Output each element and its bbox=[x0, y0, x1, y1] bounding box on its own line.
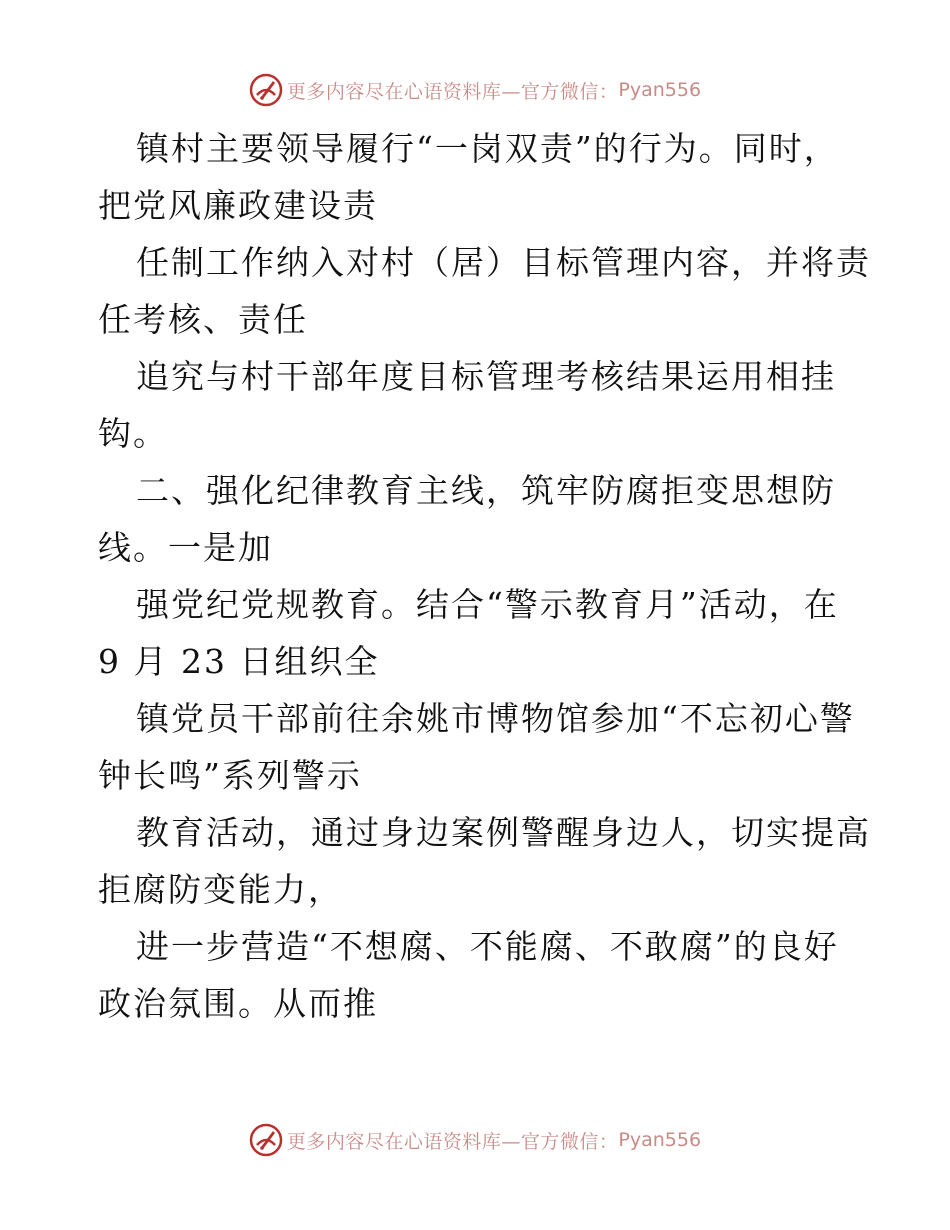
footer-banner-text: 更多内容尽在心语资料库—官方微信： bbox=[286, 1130, 619, 1153]
paragraph-line: 把党风廉政建设责 bbox=[98, 186, 378, 225]
paragraph-line: 钟长鸣”系列警示 bbox=[98, 756, 362, 795]
paragraph-line: 教育活动，通过身边案例警醒身边人，切实提高 bbox=[136, 813, 871, 852]
header-banner-text: 更多内容尽在心语资料库—官方微信： bbox=[286, 80, 619, 103]
paragraph-line: 追究与村干部年度目标管理考核结果运用相挂 bbox=[136, 357, 836, 396]
footer-wechat-id: Pyan556 bbox=[618, 1129, 702, 1151]
header-wechat-id: Pyan556 bbox=[618, 79, 702, 101]
paragraph-line: 9 月 23 日组织全 bbox=[98, 642, 380, 681]
paragraph-line: 线。一是加 bbox=[98, 528, 273, 567]
paragraph-line: 任考核、责任 bbox=[98, 300, 308, 339]
paragraph-line: 任制工作纳入对村（居）目标管理内容，并将责 bbox=[136, 243, 871, 282]
paragraph-line: 政治氛围。从而推 bbox=[98, 984, 378, 1023]
pen-on-book-logo-icon bbox=[249, 1123, 283, 1157]
paragraph-line: 钩。 bbox=[98, 414, 168, 453]
pen-on-book-logo-icon bbox=[249, 73, 283, 107]
paragraph-line: 强党纪党规教育。结合“警示教育月”活动，在 bbox=[136, 585, 839, 624]
paragraph-line: 镇村主要领导履行“一岗双责”的行为。同时， bbox=[136, 129, 839, 168]
paragraph-line: 拒腐防变能力， bbox=[98, 870, 343, 909]
document-body bbox=[98, 120, 878, 1032]
paragraph-line: 镇党员干部前往余姚市博物馆参加“不忘初心警 bbox=[136, 699, 855, 738]
footer-banner bbox=[0, 1120, 950, 1160]
header-banner bbox=[0, 70, 950, 110]
paragraph-line: 进一步营造“不想腐、不能腐、不敢腐”的良好 bbox=[136, 927, 839, 966]
paragraph-line: 二、强化纪律教育主线，筑牢防腐拒变思想防 bbox=[136, 471, 836, 510]
